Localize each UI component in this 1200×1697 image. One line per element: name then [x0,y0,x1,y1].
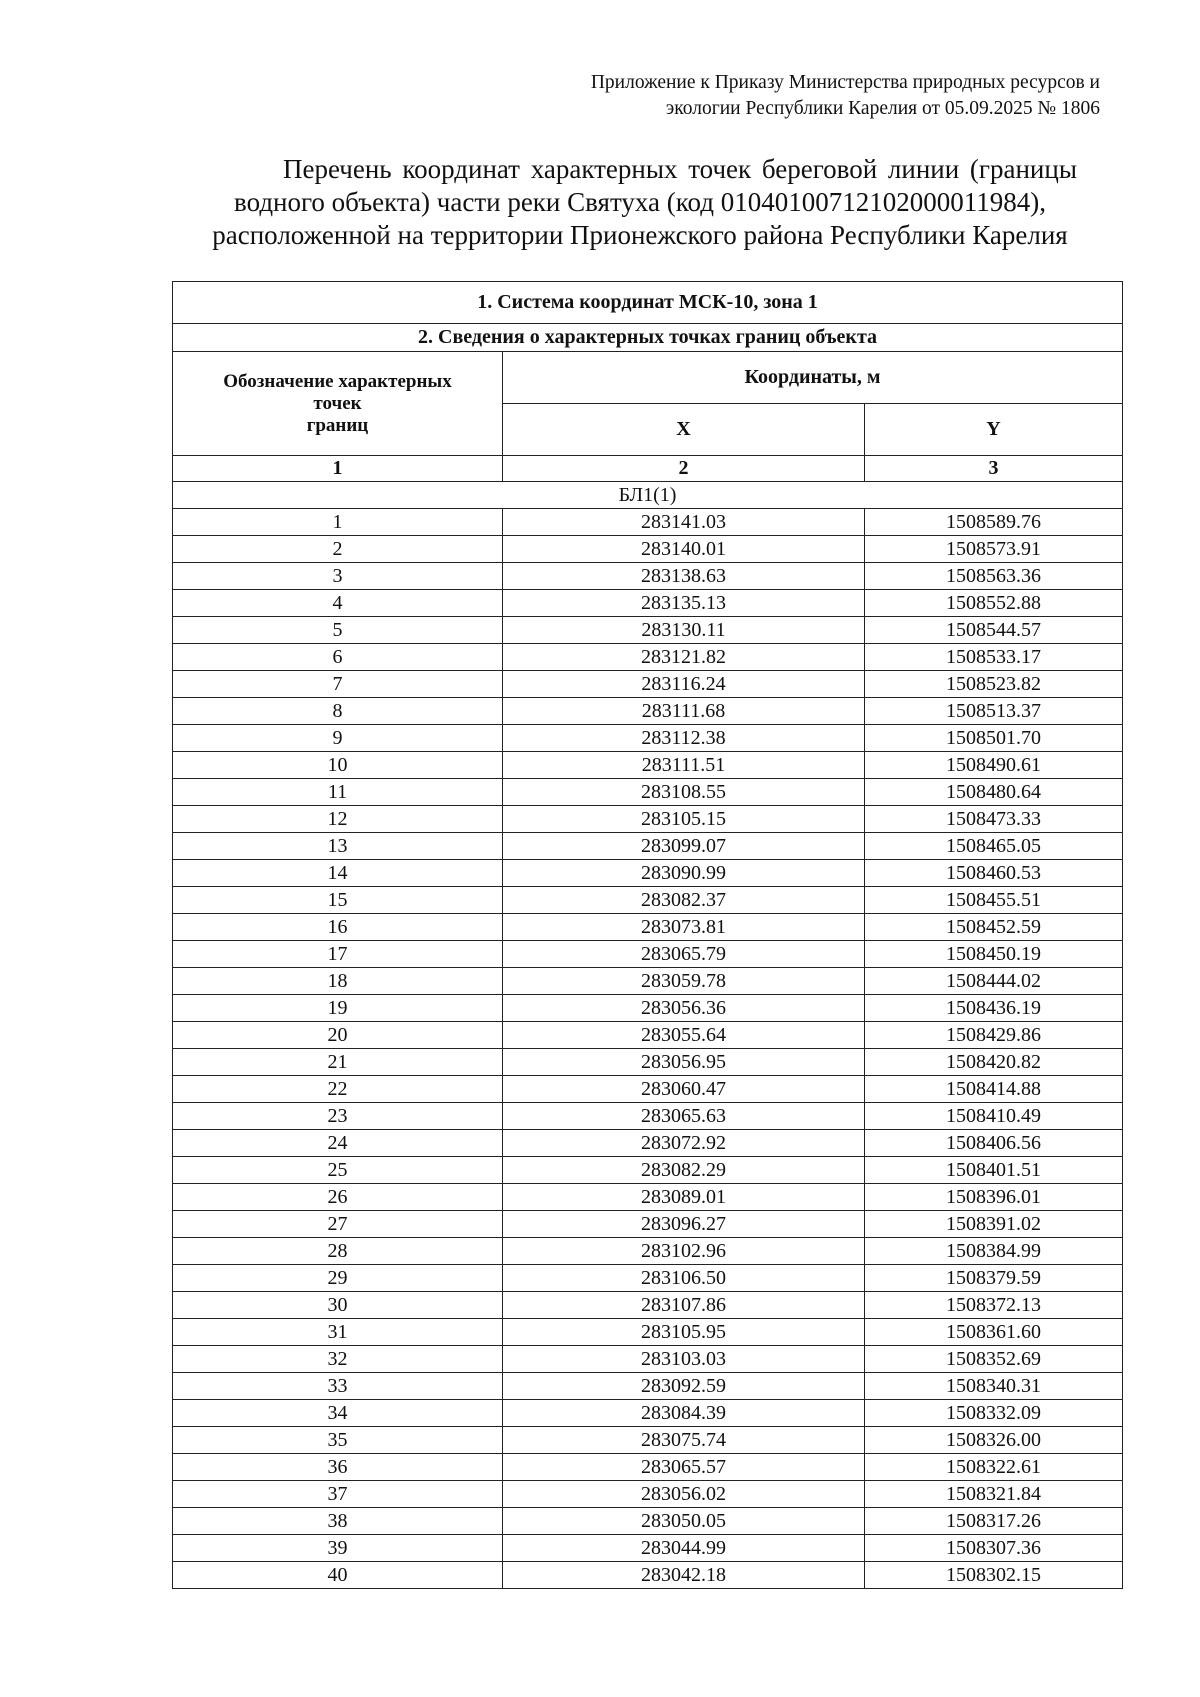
point-number-cell: 11 [173,779,503,806]
y-header: Y [865,404,1123,456]
table-row [173,914,1123,941]
x-coordinate-cell: 283103.03 [503,1346,865,1373]
point-number-cell: 14 [173,860,503,887]
x-coordinate-cell: 283044.99 [503,1535,865,1562]
point-number-cell: 29 [173,1265,503,1292]
document-title [170,153,1110,252]
y-coordinate-cell: 1508436.19 [865,995,1123,1022]
table-row [173,833,1123,860]
point-number-cell: 6 [173,644,503,671]
title-line-3: расположенной на территории Прионежского района Республики Карелия [212,220,1068,250]
point-number-cell: 27 [173,1211,503,1238]
table-row [173,1076,1123,1103]
appendix-header [460,70,1100,122]
table-row [173,1049,1123,1076]
point-number-cell: 34 [173,1400,503,1427]
table-body [173,509,1123,1589]
x-coordinate-cell: 283056.02 [503,1481,865,1508]
point-number-cell: 20 [173,1022,503,1049]
x-coordinate-cell: 283065.79 [503,941,865,968]
x-coordinate-cell: 283096.27 [503,1211,865,1238]
x-coordinate-cell: 283111.68 [503,698,865,725]
column-number-1: 1 [173,456,503,482]
table-row [173,563,1123,590]
point-number-cell: 12 [173,806,503,833]
table-row [173,860,1123,887]
appendix-line-1: Приложение к Приказу Министерства природных ресурсов и [590,72,1100,93]
y-coordinate-cell: 1508552.88 [865,590,1123,617]
x-coordinate-cell: 283090.99 [503,860,865,887]
y-coordinate-cell: 1508332.09 [865,1400,1123,1427]
point-number-cell: 24 [173,1130,503,1157]
point-number-cell: 9 [173,725,503,752]
table-row [173,1103,1123,1130]
table-row [173,1184,1123,1211]
point-number-cell: 28 [173,1238,503,1265]
x-coordinate-cell: 283112.38 [503,725,865,752]
table-row [173,1265,1123,1292]
table-row [173,752,1123,779]
table-row [173,1319,1123,1346]
point-number-cell: 38 [173,1508,503,1535]
table-row [173,779,1123,806]
x-coordinate-cell: 283089.01 [503,1184,865,1211]
y-coordinate-cell: 1508391.02 [865,1211,1123,1238]
point-number-cell: 36 [173,1454,503,1481]
point-number-cell: 40 [173,1562,503,1589]
y-coordinate-cell: 1508429.86 [865,1022,1123,1049]
y-coordinate-cell: 1508480.64 [865,779,1123,806]
x-coordinate-cell: 283111.51 [503,752,865,779]
table-row [173,941,1123,968]
section-heading: 2. Сведения о характерных точках границ объекта [173,324,1123,352]
x-coordinate-cell: 283138.63 [503,563,865,590]
table-row [173,1454,1123,1481]
x-coordinate-cell: 283135.13 [503,590,865,617]
coordinate-system-heading: 1. Система координат МСК-10, зона 1 [173,282,1123,324]
point-number-cell: 17 [173,941,503,968]
point-designation-header [173,352,503,456]
point-number-cell: 19 [173,995,503,1022]
x-header: X [503,404,865,456]
column-number-3: 3 [865,456,1123,482]
table-row [173,1427,1123,1454]
point-number-cell: 39 [173,1535,503,1562]
point-number-cell: 13 [173,833,503,860]
point-header-line-3: границ [306,414,369,436]
y-coordinate-cell: 1508465.05 [865,833,1123,860]
y-coordinate-cell: 1508450.19 [865,941,1123,968]
column-number-2: 2 [503,456,865,482]
table-row [173,1373,1123,1400]
table-row [173,1211,1123,1238]
table-row [173,1157,1123,1184]
x-coordinate-cell: 283105.95 [503,1319,865,1346]
point-number-cell: 31 [173,1319,503,1346]
table-row [173,1238,1123,1265]
x-coordinate-cell: 283082.37 [503,887,865,914]
point-header-line-1: Обозначение характерных [223,370,452,392]
y-coordinate-cell: 1508523.82 [865,671,1123,698]
y-coordinate-cell: 1508372.13 [865,1292,1123,1319]
x-coordinate-cell: 283082.29 [503,1157,865,1184]
x-coordinate-cell: 283121.82 [503,644,865,671]
title-line-2: водного объекта) части реки Святуха (код 01040100712102000011984), [234,187,1046,217]
y-coordinate-cell: 1508326.00 [865,1427,1123,1454]
y-coordinate-cell: 1508460.53 [865,860,1123,887]
coordinates-header: Координаты, м [503,352,1123,404]
y-coordinate-cell: 1508352.69 [865,1346,1123,1373]
point-number-cell: 15 [173,887,503,914]
point-number-cell: 16 [173,914,503,941]
x-coordinate-cell: 283108.55 [503,779,865,806]
point-number-cell: 3 [173,563,503,590]
y-coordinate-cell: 1508473.33 [865,806,1123,833]
point-number-cell: 8 [173,698,503,725]
point-number-cell: 21 [173,1049,503,1076]
table-row [173,995,1123,1022]
table-row [173,887,1123,914]
y-coordinate-cell: 1508384.99 [865,1238,1123,1265]
x-coordinate-cell: 283116.24 [503,671,865,698]
coordinates-table [172,281,1123,1589]
x-coordinate-cell: 283056.36 [503,995,865,1022]
point-number-cell: 33 [173,1373,503,1400]
table-row [173,1022,1123,1049]
y-coordinate-cell: 1508444.02 [865,968,1123,995]
x-coordinate-cell: 283055.64 [503,1022,865,1049]
table-row [173,536,1123,563]
x-coordinate-cell: 283042.18 [503,1562,865,1589]
table-row [173,725,1123,752]
y-coordinate-cell: 1508414.88 [865,1076,1123,1103]
table-row [173,1562,1123,1589]
point-number-cell: 37 [173,1481,503,1508]
x-coordinate-cell: 283056.95 [503,1049,865,1076]
table-row [173,1481,1123,1508]
contour-group-label: БЛ1(1) [173,482,1123,509]
x-coordinate-cell: 283065.63 [503,1103,865,1130]
x-coordinate-cell: 283072.92 [503,1130,865,1157]
y-coordinate-cell: 1508317.26 [865,1508,1123,1535]
y-coordinate-cell: 1508501.70 [865,725,1123,752]
y-coordinate-cell: 1508455.51 [865,887,1123,914]
point-number-cell: 2 [173,536,503,563]
x-coordinate-cell: 283075.74 [503,1427,865,1454]
point-number-cell: 25 [173,1157,503,1184]
table-row [173,590,1123,617]
point-number-cell: 5 [173,617,503,644]
y-coordinate-cell: 1508563.36 [865,563,1123,590]
table-row [173,1130,1123,1157]
x-coordinate-cell: 283106.50 [503,1265,865,1292]
table-row [173,968,1123,995]
y-coordinate-cell: 1508410.49 [865,1103,1123,1130]
x-coordinate-cell: 283140.01 [503,536,865,563]
y-coordinate-cell: 1508544.57 [865,617,1123,644]
point-number-cell: 26 [173,1184,503,1211]
appendix-line-2: экологии Республики Карелия от 05.09.2025 № 1806 [665,98,1100,119]
x-coordinate-cell: 283102.96 [503,1238,865,1265]
x-coordinate-cell: 283065.57 [503,1454,865,1481]
y-coordinate-cell: 1508401.51 [865,1157,1123,1184]
point-number-cell: 18 [173,968,503,995]
y-coordinate-cell: 1508396.01 [865,1184,1123,1211]
x-coordinate-cell: 283099.07 [503,833,865,860]
y-coordinate-cell: 1508573.91 [865,536,1123,563]
table-row [173,509,1123,536]
table-row [173,671,1123,698]
y-coordinate-cell: 1508322.61 [865,1454,1123,1481]
point-number-cell: 23 [173,1103,503,1130]
x-coordinate-cell: 283092.59 [503,1373,865,1400]
point-number-cell: 35 [173,1427,503,1454]
y-coordinate-cell: 1508361.60 [865,1319,1123,1346]
x-coordinate-cell: 283050.05 [503,1508,865,1535]
y-coordinate-cell: 1508490.61 [865,752,1123,779]
table-row [173,698,1123,725]
y-coordinate-cell: 1508307.36 [865,1535,1123,1562]
x-coordinate-cell: 283084.39 [503,1400,865,1427]
table-row [173,1508,1123,1535]
y-coordinate-cell: 1508589.76 [865,509,1123,536]
point-number-cell: 7 [173,671,503,698]
point-number-cell: 30 [173,1292,503,1319]
title-line-1: Перечень координат характерных точек береговой линии (границы [283,154,1077,184]
y-coordinate-cell: 1508513.37 [865,698,1123,725]
point-number-cell: 22 [173,1076,503,1103]
x-coordinate-cell: 283073.81 [503,914,865,941]
x-coordinate-cell: 283130.11 [503,617,865,644]
y-coordinate-cell: 1508340.31 [865,1373,1123,1400]
x-coordinate-cell: 283141.03 [503,509,865,536]
y-coordinate-cell: 1508420.82 [865,1049,1123,1076]
table-row [173,1400,1123,1427]
x-coordinate-cell: 283059.78 [503,968,865,995]
point-number-cell: 4 [173,590,503,617]
table-row [173,1292,1123,1319]
point-number-cell: 32 [173,1346,503,1373]
point-number-cell: 10 [173,752,503,779]
y-coordinate-cell: 1508406.56 [865,1130,1123,1157]
x-coordinate-cell: 283060.47 [503,1076,865,1103]
y-coordinate-cell: 1508379.59 [865,1265,1123,1292]
table-row [173,617,1123,644]
point-number-cell: 1 [173,509,503,536]
y-coordinate-cell: 1508302.15 [865,1562,1123,1589]
y-coordinate-cell: 1508452.59 [865,914,1123,941]
table-row [173,806,1123,833]
table-row [173,1535,1123,1562]
x-coordinate-cell: 283107.86 [503,1292,865,1319]
y-coordinate-cell: 1508321.84 [865,1481,1123,1508]
x-coordinate-cell: 283105.15 [503,806,865,833]
point-header-line-2: точек [313,392,362,414]
table-row [173,644,1123,671]
y-coordinate-cell: 1508533.17 [865,644,1123,671]
table-row [173,1346,1123,1373]
